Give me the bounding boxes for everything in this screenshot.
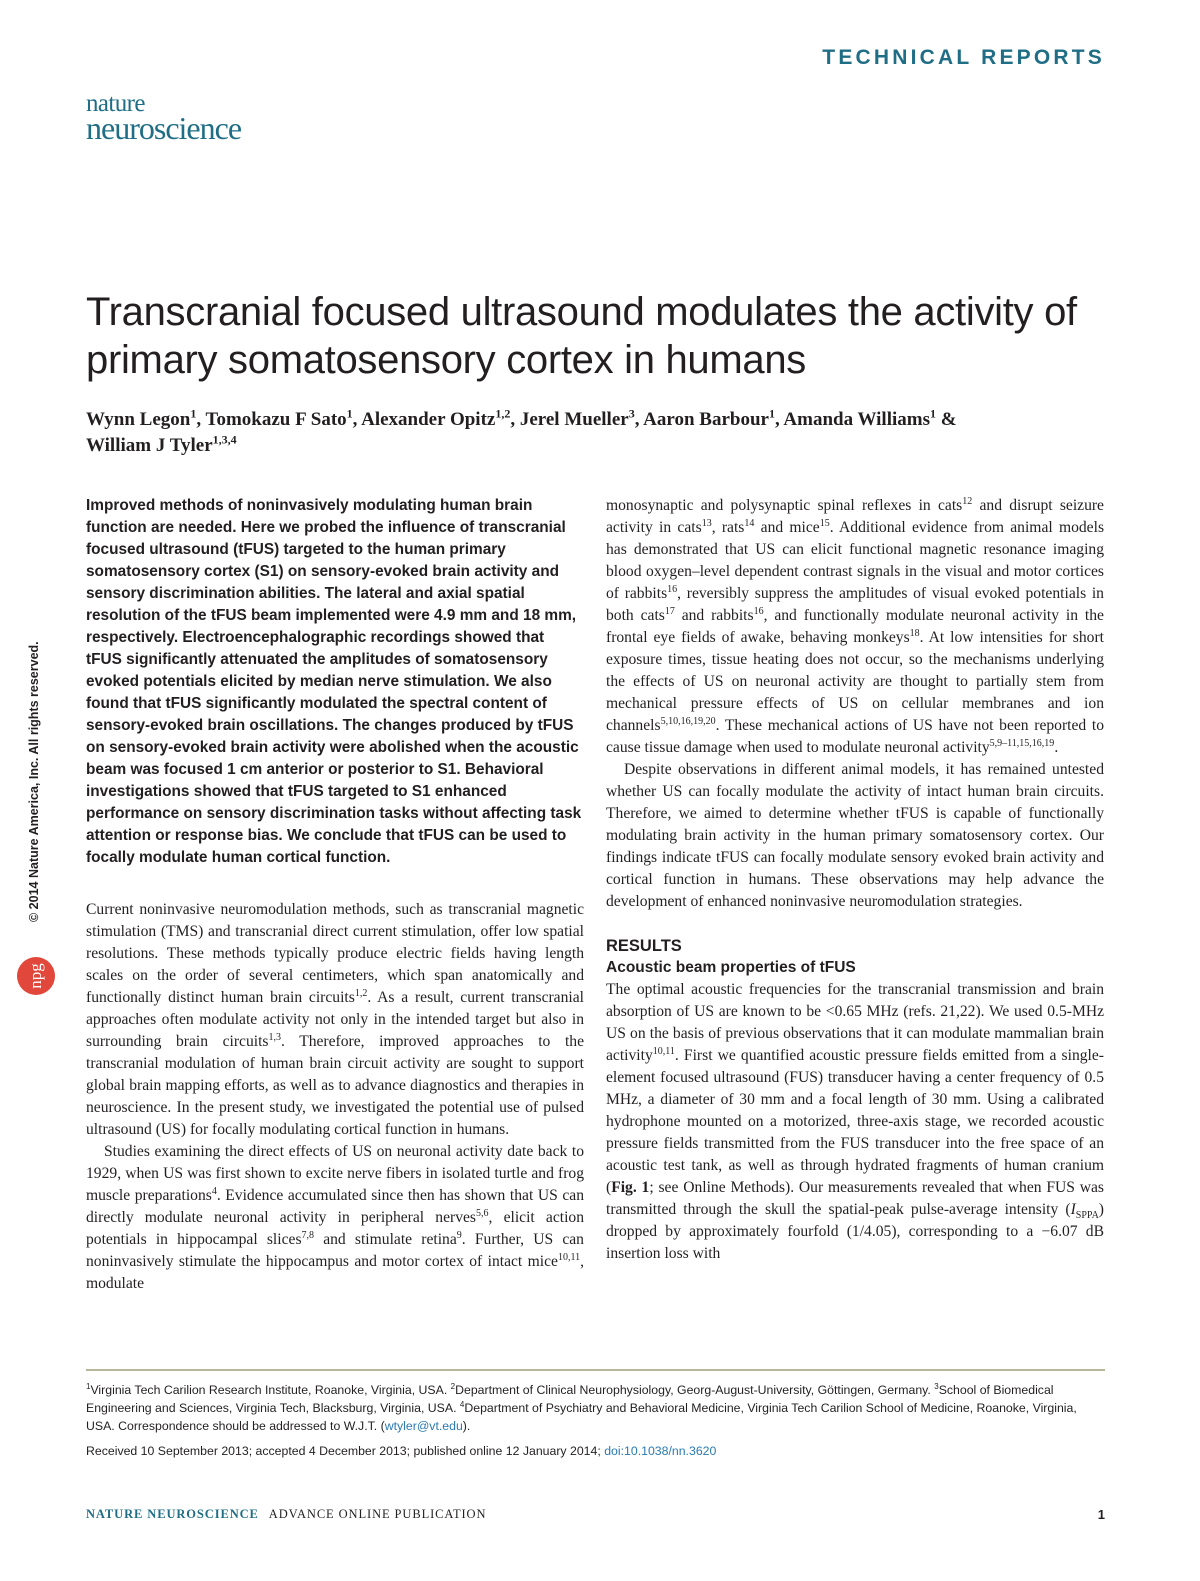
right-column bbox=[606, 495, 1104, 1265]
article-title: Transcranial focused ultrasound modulates the activity of primary somatosensory cortex in humans bbox=[86, 290, 1077, 382]
citation-superscript: 4 bbox=[459, 1399, 465, 1409]
body-paragraph-3: monosynaptic and polysynaptic spinal reflexes in cats$^{12}$ and disrupt seizure activity in cats$^{13}$, rats$^{14}$ and mice$^{15}$. Additional evidence from animal models has demonstrated that US can elicit functional magnetic resonance imaging blood oxygen–level dependent contrast signals in the visual and motor cortices of rabbits$^{16}$, reversibly suppress the amplitudes of visual evoked potentials in both cats$^{17}$ and rabbits$^{16}$, and functionally modulate neuronal activity in the frontal eye fields of awake, behaving monkeys$^{18}$. At low intensities for short exposure times, tissue heating does not occur, so the mechanisms underlying the effects of US on neuronal activity are thought to partially stem from mechanical pressure effects of US on cellular membranes and ion channels$^{5,10,16,19,20}$. These mechanical actions of US have not been reported to cause tissue damage when used to modulate neuronal activity$^{5,9-11,15,16,19}$. bbox=[606, 495, 1105, 756]
body-paragraph-5: The optimal acoustic frequencies for the transcranial transmission and brain absorption of US are known to be <0.65 MHz (refs. 21,22). We used 0.5-MHz US on the basis of previous observations that it can modulate mammalian brain activity$^{10,11}$. First we quantified acoustic pressure fields emitted from a single-element focused ultrasound (FUS) transducer having a center frequency of 0.5 MHz, a diameter of 30 mm and a focal length of 30 mm. Using a calibrated hydrophone mounted on a motorized, three-axis stage, we recorded acoustic pressure fields transmitted from the FUS transducer into the free space of an acoustic test tank, as well as through hydrated fragments of human cranium (Fig. 1; see Online Methods). Our measurements revealed that when FUS was transmitted through the skull the spatial-peak pulse-average intensity $(I_{SPPA})$ dropped by approximately fourfold (1/4.05), corresponding to a −6.07 dB insertion loss with bbox=[606, 981, 1104, 1262]
doi-link[interactable]: doi:10.1038/nn.3620 bbox=[604, 1444, 717, 1458]
results-heading: RESULTS bbox=[606, 937, 682, 955]
page-number: 1 bbox=[1097, 1507, 1105, 1522]
author-affiliation: 1,2 bbox=[495, 406, 511, 421]
author-name: Alexander Opitz bbox=[361, 409, 496, 430]
publication-dates bbox=[86, 1442, 1105, 1460]
abstract: Improved methods of noninvasively modulating human brain function are needed. Here we probed the influence of transcranial focused ultrasound (tFUS) targeted to the human primary somatosensory cortex (S1) on sensory-evoked brain activity and sensory discrimination abilities. The lateral and axial spatial resolution of the tFUS beam implemented were 4.9 mm and 18 mm, respectively. Electroencephalographic recordings showed that tFUS significantly attenuated the amplitudes of somatosensory evoked potentials elicited by median nerve stimulation. We also found that tFUS significantly modulated the spectral content of sensory-evoked brain oscillations. The changes produced by tFUS on sensory-evoked brain activity were abolished when the acoustic beam was focused 1 cm anterior or posterior to S1. Behavioral investigations showed that tFUS targeted to S1 enhanced performance on sensory discrimination tasks without affecting task attention or response bias. We conclude that tFUS can be used to focally modulate human cortical function. bbox=[86, 497, 582, 866]
citation-superscript: 3 bbox=[934, 1381, 939, 1391]
citation-superscript: 15 bbox=[819, 517, 830, 529]
citation-superscript: 5,9–11,15,16,19 bbox=[989, 737, 1055, 749]
npg-logo-text: npg bbox=[26, 963, 45, 989]
citation-superscript: 7,8 bbox=[301, 1229, 315, 1241]
author-name: Jerel Mueller bbox=[519, 409, 629, 430]
author-affiliation: 1 bbox=[190, 406, 197, 421]
journal-logo-line2: neuroscience bbox=[86, 109, 242, 146]
left-column bbox=[86, 495, 584, 1295]
author-name: Aaron Barbour bbox=[643, 409, 769, 430]
footer-publication-status: ADVANCE ONLINE PUBLICATION bbox=[268, 1507, 487, 1521]
citation-superscript: 10,11 bbox=[652, 1045, 675, 1057]
author-name: Wynn Legon bbox=[86, 409, 191, 430]
citation-superscript: 1 bbox=[86, 1381, 91, 1391]
author-name: William J Tyler bbox=[86, 435, 213, 456]
citation-superscript: 12 bbox=[962, 495, 973, 507]
figure-reference[interactable]: Fig. 1 bbox=[611, 1179, 650, 1196]
author-affiliation: 3 bbox=[628, 406, 635, 421]
author-list: Wynn Legon$^1$, Tomokazu F Sato$^1$, Alexander Opitz$^{1,2}$, Jerel Mueller$^3$, Aaron Barbour$^1$, Amanda Williams$^1$ & William J Tyler$^{1,3,4}$ bbox=[86, 406, 957, 456]
affiliations-footnote: $^1$Virginia Tech Carilion Research Institute, Roanoke, Virginia, USA. $^2$Department of Clinical Neurophysiology, Georg-August-University, Göttingen, Germany. $^3$School of Biomedical Engineering and Sciences, Virginia Tech, Blacksburg, Virginia, USA. $^4$Department of Psychiatry and Behavioral Medicine, Virginia Tech Carilion School of Medicine, Roanoke, Virginia, USA. Correspondence should be addressed to W.J.T. (wtyler@vt.edu). bbox=[86, 1381, 1077, 1433]
italic-symbol: I bbox=[1070, 1201, 1076, 1218]
citation-superscript: 4 bbox=[211, 1185, 217, 1197]
footer-journal-name: NATURE NEUROSCIENCE bbox=[86, 1507, 259, 1521]
journal-logo-line1: nature bbox=[86, 90, 145, 117]
citation-superscript: 1,2 bbox=[354, 987, 368, 999]
subscript: SPPA bbox=[1075, 1210, 1099, 1222]
citation-superscript: 16 bbox=[667, 583, 678, 595]
section-label: TECHNICAL REPORTS bbox=[822, 46, 1105, 69]
citation-superscript: 18 bbox=[909, 627, 920, 639]
dates-text: Received 10 September 2013; accepted 4 December 2013; published online 12 January 2014; bbox=[86, 1444, 605, 1458]
citation-superscript: 14 bbox=[744, 517, 755, 529]
citation-superscript: 9 bbox=[456, 1229, 462, 1241]
citation-superscript: 16 bbox=[753, 605, 764, 617]
author-affiliation: 1 bbox=[768, 406, 775, 421]
citation-superscript: 2 bbox=[450, 1381, 456, 1391]
citation-superscript: 17 bbox=[664, 605, 675, 617]
citation-superscript: 10,11 bbox=[557, 1251, 581, 1263]
citation-superscript: 1,3 bbox=[268, 1031, 281, 1043]
email-link[interactable]: wtyler@vt.edu bbox=[384, 1419, 463, 1433]
body-paragraph-2: Studies examining the direct effects of US on neuronal activity date back to 1929, when US was first shown to excite nerve fibers in isolated turtle and frog muscle preparations$^4$. Evidence accumulated since then has shown that US can directly modulate neuronal activity in peripheral nerves$^{5,6}$, elicit action potentials in hippocampal slices$^{7,8}$ and stimulate retina$^9$. Further, US can noninvasively stimulate the hippocampus and motor cortex of intact mice$^{10,11}$, modulate bbox=[86, 1143, 584, 1292]
author-name: Amanda Williams bbox=[783, 409, 930, 430]
body-paragraph-4: Despite observations in different animal models, it has remained untested whether US can focally modulate the activity of intact human brain circuits. Therefore, we aimed to determine whether tFUS is capable of functionally modulating brain activity in the human primary somatosensory cortex. Our findings indicate tFUS can focally modulate sensory evoked brain activity and cortical function in humans. These observations may help advance the development of enhanced noninvasive neuromodulation strategies. bbox=[606, 761, 1104, 910]
author-affiliation: 1,3,4 bbox=[212, 432, 237, 447]
page-footer bbox=[86, 1507, 486, 1522]
citation-superscript: 5,10,16,19,20 bbox=[660, 715, 716, 727]
citation-superscript: 5,6 bbox=[476, 1207, 489, 1219]
body-paragraph-1: Current noninvasive neuromodulation methods, such as transcranial magnetic stimulation (TMS) and transcranial direct current stimulation, offer low spatial resolutions. These methods typically produce electric fields having length scales on the order of several centimeters, which span anatomically and functionally distinct human brain circuits$^{1,2}$. As a result, current transcranial approaches often modulate activity not only in the intended target but also in surrounding brain circuits$^{1,3}$. Therefore, improved approaches to the transcranial modulation of human brain circuit activity are sought to support global brain mapping efforts, as well as to advance diagnostics and therapies in neuroscience. In the present study, we investigated the potential use of pulsed ultrasound (US) for focally modulating cortical function in humans. bbox=[86, 901, 584, 1138]
results-subheading: Acoustic beam properties of tFUS bbox=[606, 959, 856, 976]
npg-logo-icon bbox=[17, 957, 55, 995]
journal-logo bbox=[86, 90, 242, 146]
author-affiliation: 1 bbox=[346, 406, 353, 421]
author-name: Tomokazu F Sato bbox=[205, 409, 347, 430]
footnote-divider bbox=[86, 1369, 1105, 1371]
copyright-notice: © 2014 Nature America, Inc. All rights reserved. bbox=[27, 641, 41, 922]
citation-superscript: 13 bbox=[701, 517, 712, 529]
author-affiliation: 1 bbox=[930, 406, 936, 421]
